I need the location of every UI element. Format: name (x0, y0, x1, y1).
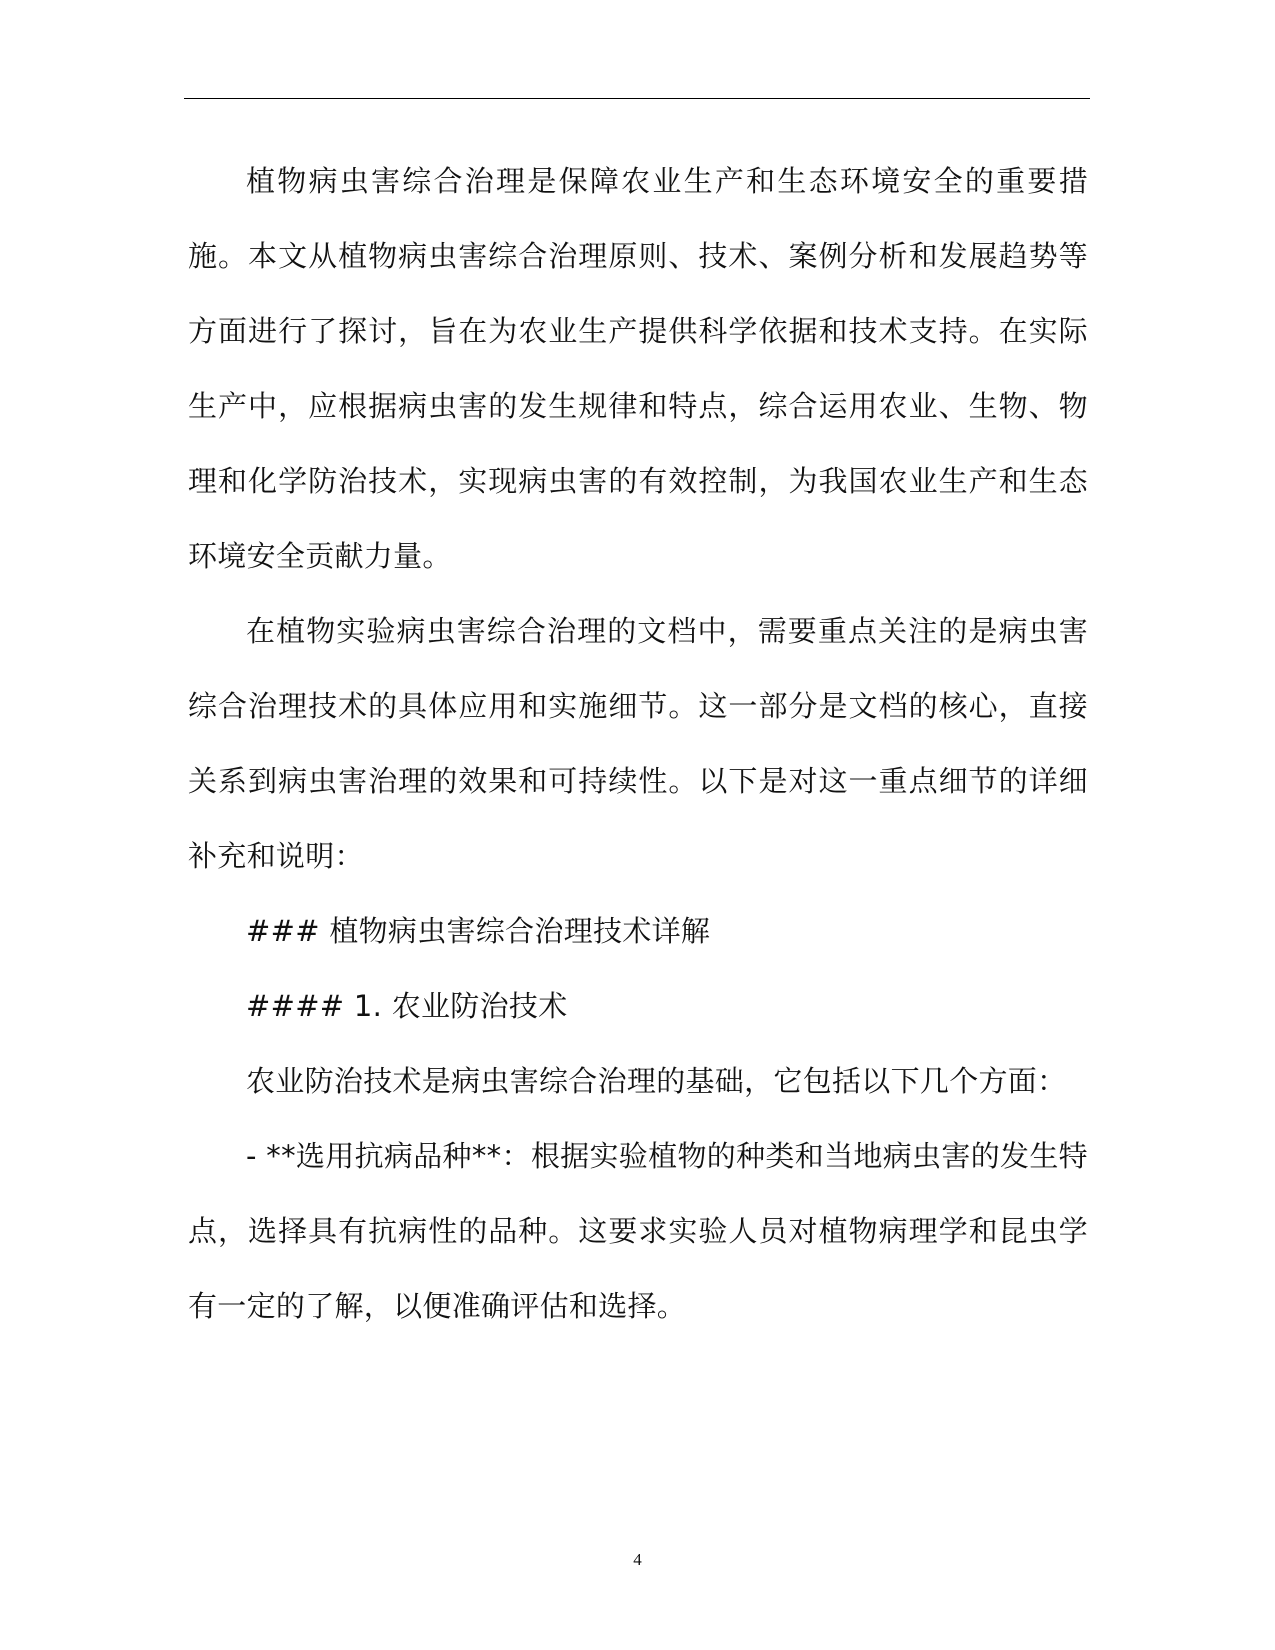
paragraph-focus: 在植物实验病虫害综合治理的文档中，需要重点关注的是病虫害综合治理技术的具体应用和实施细节。这一部分是文档的核心，直接关系到病虫害治理的效果和可持续性。以下是对这一重点细节的详细补充和说明： (188, 614, 1088, 873)
paragraph-agri-intro: 农业防治技术是病虫害综合治理的基础，它包括以下几个方面： (246, 1064, 1067, 1098)
header-rule (184, 98, 1090, 99)
page-number: 4 (633, 1550, 642, 1569)
bullet-item-resistant-varieties: - **选用抗病品种**：根据实验植物的种类和当地病虫害的发生特点，选择具有抗病性的品种。这要求实验人员对植物病理学和昆虫学有一定的了解，以便准确评估和选择。 (188, 1139, 1088, 1323)
document-body (188, 144, 1088, 1344)
heading-level-3: ### 植物病虫害综合治理技术详解 (246, 914, 711, 948)
paragraph-intro: 植物病虫害综合治理是保障农业生产和生态环境安全的重要措施。本文从植物病虫害综合治理原则、技术、案例分析和发展趋势等方面进行了探讨，旨在为农业生产提供科学依据和技术支持。在实际生产中，应根据病虫害的发生规律和特点，综合运用农业、生物、物理和化学防治技术，实现病虫害的有效控制，为我国农业生产和生态环境安全贡献力量。 (188, 164, 1088, 573)
heading-level-4: #### 1. 农业防治技术 (246, 989, 568, 1023)
